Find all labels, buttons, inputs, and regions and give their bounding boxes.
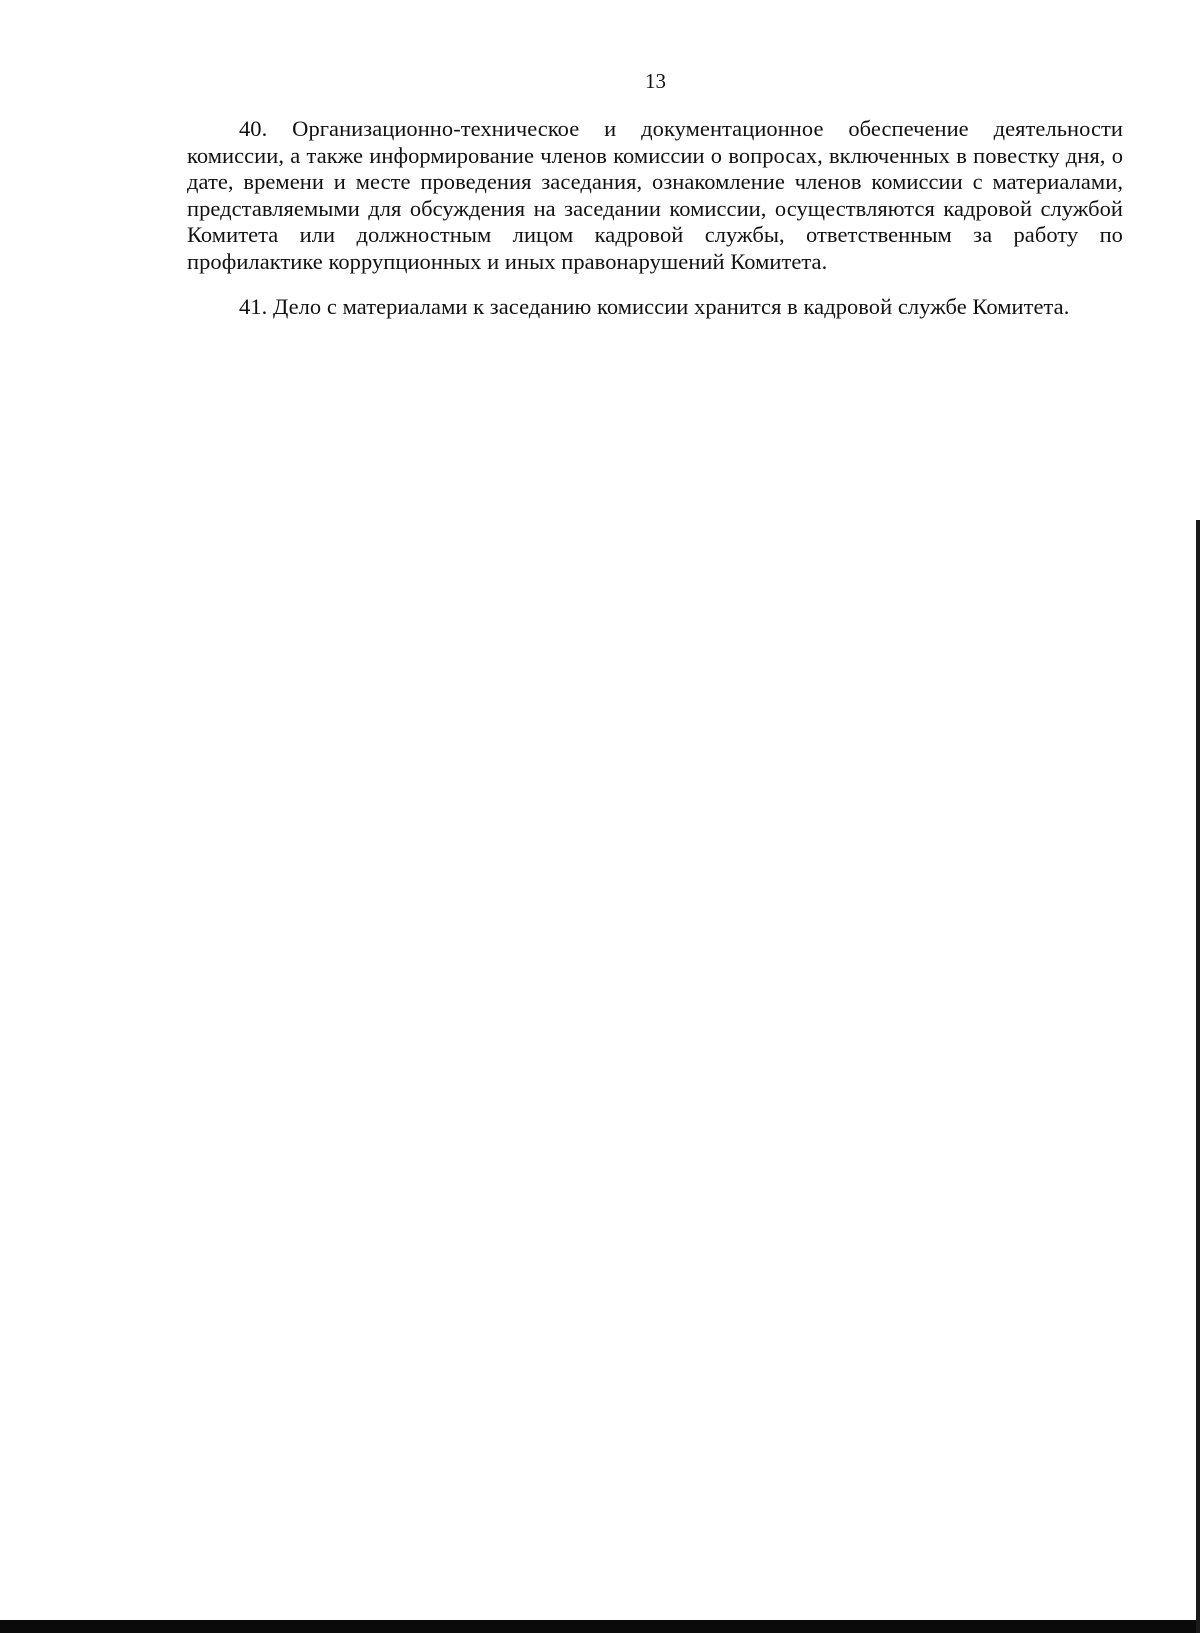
scan-edge-right <box>1196 520 1200 1633</box>
scan-edge-bottom <box>0 1620 1200 1633</box>
page-number: 13 <box>645 69 666 93</box>
document-body <box>187 116 1123 320</box>
paragraph-40: 40. Организационно-техническое и документационное обеспечение деятельности комиссии, а также информирование членов комиссии о вопросах, включенных в повестку дня, о дате, времени и месте проведения заседания, ознакомление членов комиссии с материалами, представляемыми для обсуждения на заседании комиссии, осуществляются кадровой службой Комитета или должностным лицом кадровой службы, ответственным за работу по профилактике коррупционных и иных правонарушений Комитета. <box>187 116 1123 274</box>
paragraph-41: 41. Дело с материалами к заседанию комиссии хранится в кадровой службе Комитета. <box>239 293 1070 319</box>
